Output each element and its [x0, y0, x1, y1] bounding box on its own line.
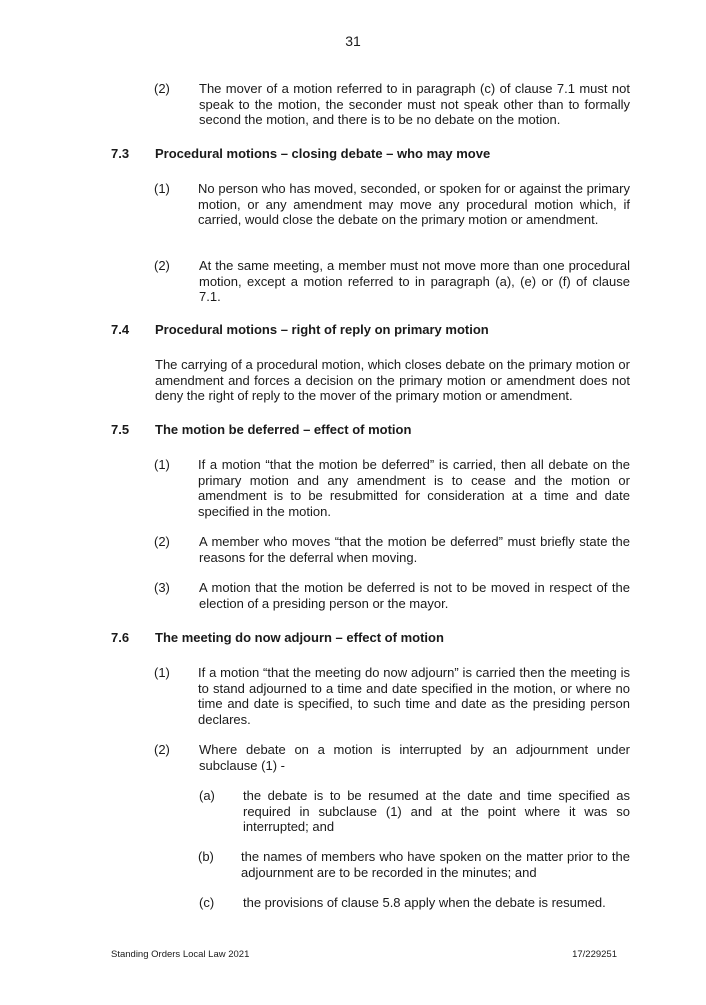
subclause-text: At the same meeting, a member must not move more than one procedural motion, except a motion referred to in paragraph (a), (e) or (f) of clause 7.1.	[199, 258, 630, 305]
subclause-number: (2)	[154, 258, 170, 273]
subclause-text: A member who moves “that the motion be deferred” must briefly state the reasons for the deferral when moving.	[199, 534, 630, 565]
subclause-number: (1)	[154, 457, 170, 472]
paragraph-letter: (b)	[198, 849, 214, 864]
paragraph-text: the names of members who have spoken on the matter prior to the adjournment are to be recorded in the minutes; and	[241, 849, 630, 880]
section-number: 7.3	[111, 146, 130, 161]
subclause-text: Where debate on a motion is interrupted by an adjournment under subclause (1) -	[199, 742, 630, 773]
section-heading: Procedural motions – right of reply on primary motion	[155, 322, 489, 337]
section-heading: The motion be deferred – effect of motion	[155, 422, 412, 437]
paragraph-text: the debate is to be resumed at the date and time specified as required in subclause (1) and at the point where it was so interrupted; and	[243, 788, 630, 835]
subclause-text: If a motion “that the motion be deferred” is carried, then all debate on the primary motion and any amendment is to cease and the motion or amendment is to be resubmitted for consideration at a time and date specified in the motion.	[198, 457, 630, 519]
page-number: 31	[345, 33, 361, 49]
section-number: 7.6	[111, 630, 130, 645]
subclause-text: If a motion “that the meeting do now adjourn” is carried then the meeting is to stand adjourned to a time and date specified in the motion, or where no time and date is specified, to such time and date as the presiding person declares.	[198, 665, 630, 727]
subclause-number: (3)	[154, 580, 170, 595]
subclause-number: (2)	[154, 742, 170, 757]
footer-document-title: Standing Orders Local Law 2021	[111, 949, 250, 960]
subclause-text: No person who has moved, seconded, or spoken for or against the primary motion, or any amendment may move any procedural motion which, if carried, would close the debate on the primary motion or amendment.	[198, 181, 630, 228]
section-number: 7.4	[111, 322, 130, 337]
paragraph-letter: (c)	[199, 895, 215, 910]
paragraph-text: the provisions of clause 5.8 apply when the debate is resumed.	[243, 895, 606, 910]
paragraph-letter: (a)	[199, 788, 215, 803]
subclause-number: (2)	[154, 534, 170, 549]
subclause-number: (1)	[154, 665, 170, 680]
section-paragraph: The carrying of a procedural motion, which closes debate on the primary motion or amendment and forces a decision on the primary motion or amendment does not deny the right of reply to the mover of the primary motion or amendment.	[155, 357, 630, 404]
section-heading: The meeting do now adjourn – effect of motion	[155, 630, 444, 645]
section-number: 7.5	[111, 422, 130, 437]
subclause-number: (2)	[154, 81, 170, 96]
subclause-text: A motion that the motion be deferred is not to be moved in respect of the election of a presiding person or the mayor.	[199, 580, 630, 611]
section-heading: Procedural motions – closing debate – who may move	[155, 146, 491, 161]
footer-reference-number: 17/229251	[572, 949, 617, 960]
subclause-number: (1)	[154, 181, 170, 196]
subclause-text: The mover of a motion referred to in paragraph (c) of clause 7.1 must not speak to the motion, the seconder must not speak other than to formally second the motion, and there is to be no debate on the motion.	[199, 81, 630, 128]
